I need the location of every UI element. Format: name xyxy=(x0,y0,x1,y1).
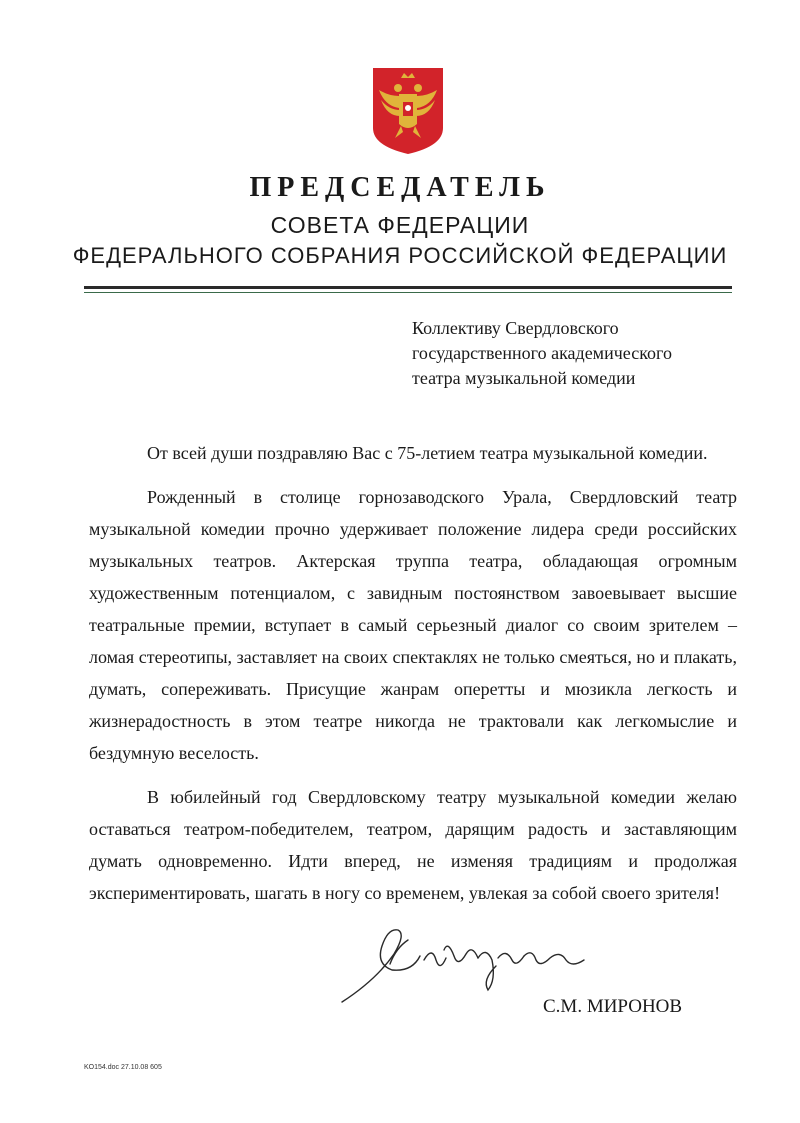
header-divider-thick xyxy=(84,286,732,289)
addressee-line: государственного академического xyxy=(412,343,672,363)
subtitle-line-1: СОВЕТА ФЕДЕРАЦИИ xyxy=(270,212,530,238)
letter-body xyxy=(89,437,737,921)
coat-of-arms-emblem xyxy=(371,66,445,156)
addressee-line: театра музыкальной комедии xyxy=(412,368,636,388)
letter-paragraph: Рожденный в столице горнозаводского Урала, Свердловский театр музыкальной комедии прочно удерживает положение лидера среди российских музыкальных театров. Актерская труппа театра, обладающая огромным художественным потенциалом, с завидным постоянством завоевывает высшие театральные премии, вступает в самый серьезный диалог со своим зрителем – ломая стереотипы, заставляет на своих спектаклях не только смеяться, но и плакать, думать, сопереживать. Присущие жанрам оперетты и мюзикла легкость и жизнерадостность в этом театре никогда не трактовали как легкомыслие и бездумную веселость. xyxy=(89,487,737,763)
handwritten-signature-icon xyxy=(336,920,598,1006)
footer-file-code: KO154.doc 27.10.08 605 xyxy=(84,1064,162,1071)
header-divider-thin xyxy=(84,292,732,293)
page-title: ПРЕДСЕДАТЕЛЬ xyxy=(249,172,551,203)
letter-paragraph: В юбилейный год Свердловскому театру музыкальной комедии желаю оставаться театром-победителем, театром, дарящим радость и заставляющим думать одновременно. Идти вперед, не изменяя традициям и продолжая экспериментировать, шагать в ногу со временем, увлекая за собой своего зрителя! xyxy=(89,787,737,903)
addressee-line: Коллективу Свердловского xyxy=(412,318,619,338)
coat-of-arms-icon xyxy=(371,66,445,156)
addressee-block xyxy=(412,316,672,391)
letter-paragraph: От всей души поздравляю Вас с 75-летием театра музыкальной комедии. xyxy=(147,443,708,463)
signer-name: С.М. МИРОНОВ xyxy=(543,996,683,1017)
subtitle-line-2: ФЕДЕРАЛЬНОГО СОБРАНИЯ РОССИЙСКОЙ ФЕДЕРАЦИИ xyxy=(72,243,728,268)
signature xyxy=(336,920,598,1006)
